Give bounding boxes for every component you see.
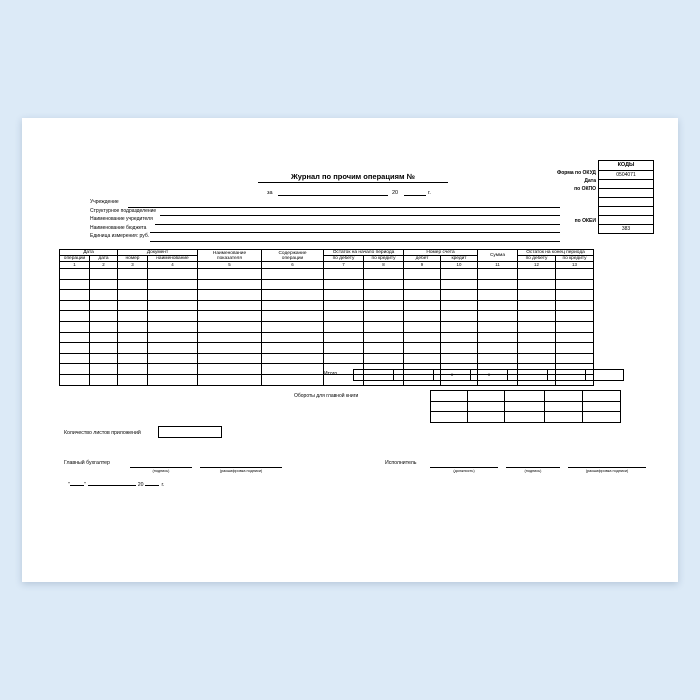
cell[interactable] — [556, 343, 594, 354]
cell[interactable] — [441, 332, 478, 343]
period-year-suffix: г. — [428, 190, 431, 196]
field-subdivision-rule[interactable] — [160, 215, 560, 216]
cell[interactable] — [148, 343, 198, 354]
cell[interactable] — [262, 279, 324, 290]
totals-itogo-label: Итого — [324, 371, 338, 377]
cell[interactable] — [556, 300, 594, 311]
chief-accountant-transcript-caption: (расшифровка подписи) — [219, 469, 263, 473]
chief-accountant-transcript-rule[interactable] — [200, 467, 282, 468]
footer-date — [68, 483, 164, 489]
cell[interactable] — [364, 290, 404, 301]
cell[interactable] — [324, 322, 364, 333]
cell[interactable] — [478, 311, 518, 322]
cell[interactable] — [198, 290, 262, 301]
cell[interactable] — [324, 300, 364, 311]
col-num-4: 4 — [148, 262, 198, 269]
header-document-group: Документ — [118, 250, 198, 256]
header-doc-number: номер — [118, 256, 148, 262]
cell[interactable] — [60, 290, 90, 301]
cell[interactable] — [118, 332, 148, 343]
cell[interactable] — [148, 279, 198, 290]
table-row[interactable] — [60, 322, 594, 333]
cell[interactable] — [198, 375, 262, 386]
date-year-input[interactable] — [145, 485, 159, 486]
cell[interactable] — [545, 412, 583, 423]
cell[interactable] — [60, 269, 90, 280]
cell[interactable] — [518, 332, 556, 343]
cell[interactable] — [468, 391, 505, 402]
totals-oborot-label: Обороты для главной книги — [294, 393, 359, 399]
cell[interactable] — [404, 322, 441, 333]
cell[interactable] — [441, 269, 478, 280]
cell[interactable] — [404, 332, 441, 343]
header-doc-name: наименование — [148, 256, 198, 262]
cell[interactable] — [583, 412, 621, 423]
executor-signature-rule[interactable] — [506, 467, 560, 468]
cell[interactable] — [262, 332, 324, 343]
cell[interactable] — [545, 401, 583, 412]
cell[interactable] — [478, 332, 518, 343]
code-okud: 0504071 — [599, 171, 653, 180]
col-num-6: 6 — [262, 262, 324, 269]
table-row[interactable] — [60, 269, 594, 280]
cell[interactable] — [478, 322, 518, 333]
header-fields — [90, 200, 560, 243]
date-suffix: г. — [161, 482, 165, 488]
field-institution — [90, 200, 560, 209]
cell[interactable] — [90, 375, 118, 386]
cell[interactable] — [118, 269, 148, 280]
cell[interactable] — [518, 311, 556, 322]
col-num-3: 3 — [118, 262, 148, 269]
itogo-start-debit[interactable] — [354, 370, 394, 381]
cell[interactable] — [60, 300, 90, 311]
oborot-table — [430, 390, 621, 423]
itogo-table — [353, 369, 624, 381]
oborot-row[interactable] — [431, 391, 621, 402]
cell[interactable] — [324, 353, 364, 364]
date-day-input[interactable] — [70, 485, 84, 486]
field-budget — [90, 226, 560, 235]
cell[interactable] — [441, 343, 478, 354]
cell[interactable] — [90, 364, 118, 375]
cell[interactable] — [118, 322, 148, 333]
cell[interactable] — [60, 364, 90, 375]
cell[interactable] — [324, 311, 364, 322]
period-rule — [278, 195, 388, 196]
cell[interactable] — [262, 353, 324, 364]
table-row[interactable] — [60, 343, 594, 354]
cell[interactable] — [556, 279, 594, 290]
field-budget-rule[interactable] — [150, 232, 560, 233]
col-num-12: 12 — [518, 262, 556, 269]
table-row[interactable] — [60, 290, 594, 301]
cell[interactable] — [478, 269, 518, 280]
chief-accountant-signature-rule[interactable] — [130, 467, 192, 468]
cell[interactable] — [90, 279, 118, 290]
title-text: Журнал по прочим операциям — [291, 172, 405, 181]
date-quote-close: " — [83, 482, 86, 488]
cell[interactable] — [118, 300, 148, 311]
cell[interactable] — [148, 375, 198, 386]
itogo-end-debit[interactable] — [548, 370, 586, 381]
cell[interactable] — [198, 269, 262, 280]
cell[interactable] — [198, 322, 262, 333]
col-num-11: 11 — [478, 262, 518, 269]
header-content-line2: операции — [281, 255, 304, 261]
cell[interactable] — [441, 290, 478, 301]
cell[interactable] — [431, 412, 468, 423]
cell[interactable] — [478, 290, 518, 301]
table-row[interactable] — [60, 332, 594, 343]
field-founder-rule[interactable] — [155, 224, 560, 225]
cell[interactable] — [441, 311, 478, 322]
cell[interactable] — [431, 401, 468, 412]
code-blank-1 — [599, 198, 653, 207]
cell[interactable] — [505, 401, 545, 412]
cell[interactable] — [90, 332, 118, 343]
cell[interactable] — [404, 343, 441, 354]
attachments-label: Количество листов приложений — [64, 430, 141, 436]
cell[interactable] — [518, 279, 556, 290]
cell[interactable] — [518, 322, 556, 333]
header-date-operation: операции — [60, 256, 90, 262]
field-subdivision — [90, 209, 560, 218]
cell[interactable] — [518, 343, 556, 354]
cell[interactable] — [90, 353, 118, 364]
date-quote-open: " — [68, 482, 70, 488]
itogo-row[interactable] — [354, 370, 624, 381]
cell[interactable] — [198, 364, 262, 375]
cell[interactable] — [324, 290, 364, 301]
cell[interactable] — [148, 311, 198, 322]
cell[interactable] — [364, 311, 404, 322]
header-end-debit: по дебету — [518, 256, 556, 262]
cell[interactable] — [60, 279, 90, 290]
cell[interactable] — [364, 300, 404, 311]
cell[interactable] — [118, 343, 148, 354]
itogo-start-credit[interactable] — [394, 370, 434, 381]
cell[interactable] — [90, 300, 118, 311]
col-num-2: 2 — [90, 262, 118, 269]
chief-accountant-signature-caption: (подпись) — [152, 469, 170, 473]
col-num-13: 13 — [556, 262, 594, 269]
oborot-row[interactable] — [431, 412, 621, 423]
attachments-input[interactable] — [158, 426, 222, 438]
itogo-acc-credit: x — [471, 370, 508, 381]
header-date-date: дата — [90, 256, 118, 262]
table-column-numbers — [60, 262, 594, 269]
header-end-balance: Остаток на конец периода — [518, 250, 594, 256]
title-number: № — [406, 172, 415, 181]
itogo-summa[interactable] — [508, 370, 548, 381]
cell[interactable] — [441, 279, 478, 290]
cell[interactable] — [90, 269, 118, 280]
cell[interactable] — [478, 279, 518, 290]
col-num-1: 1 — [60, 262, 90, 269]
cell[interactable] — [364, 332, 404, 343]
cell[interactable] — [556, 311, 594, 322]
executor-position-rule[interactable] — [430, 467, 498, 468]
cell[interactable] — [262, 343, 324, 354]
cell[interactable] — [324, 343, 364, 354]
cell[interactable] — [364, 343, 404, 354]
codes-label-okpo: по ОКПО — [574, 186, 596, 192]
header-content — [262, 250, 324, 262]
cell[interactable] — [198, 343, 262, 354]
field-subdivision-label: Структурное подразделение — [90, 207, 157, 214]
col-num-8: 8 — [364, 262, 404, 269]
cell[interactable] — [60, 343, 90, 354]
cell[interactable] — [518, 269, 556, 280]
codes-box — [598, 160, 654, 234]
cell[interactable] — [148, 353, 198, 364]
cell[interactable] — [118, 364, 148, 375]
col-num-10: 10 — [441, 262, 478, 269]
cell[interactable] — [441, 353, 478, 364]
header-account-number: Номер счета — [404, 250, 478, 256]
date-year: 20 — [137, 482, 144, 488]
codes-header: КОДЫ — [599, 161, 653, 171]
cell[interactable] — [518, 290, 556, 301]
cell[interactable] — [90, 311, 118, 322]
header-start-debit: по дебету — [324, 256, 364, 262]
executor-transcript-rule[interactable] — [568, 467, 646, 468]
cell[interactable] — [60, 353, 90, 364]
field-units-label: Единица измерения: руб. — [90, 233, 150, 239]
cell[interactable] — [118, 375, 148, 386]
cell[interactable] — [118, 353, 148, 364]
cell[interactable] — [90, 322, 118, 333]
cell[interactable] — [556, 332, 594, 343]
cell[interactable] — [262, 364, 324, 375]
header-date-group: Дата — [60, 250, 118, 256]
cell[interactable] — [324, 269, 364, 280]
col-num-5: 5 — [198, 262, 262, 269]
cell[interactable] — [60, 311, 90, 322]
header-start-credit: по кредиту — [364, 256, 404, 262]
col-num-9: 9 — [404, 262, 441, 269]
code-blank-3 — [599, 216, 653, 225]
cell[interactable] — [262, 269, 324, 280]
cell[interactable] — [60, 375, 90, 386]
cell[interactable] — [404, 353, 441, 364]
cell[interactable] — [262, 311, 324, 322]
chief-accountant-label: Главный бухгалтер — [64, 460, 110, 466]
table-row[interactable] — [60, 300, 594, 311]
field-founder-label: Наименование учредителя — [90, 216, 153, 222]
cell[interactable] — [198, 311, 262, 322]
cell[interactable] — [198, 353, 262, 364]
header-start-balance: Остаток на начало периода — [324, 250, 404, 256]
cell[interactable] — [118, 311, 148, 322]
cell[interactable] — [148, 300, 198, 311]
code-date — [599, 180, 653, 189]
cell[interactable] — [518, 353, 556, 364]
code-blank-2 — [599, 207, 653, 216]
cell[interactable] — [364, 279, 404, 290]
document-page — [22, 118, 678, 582]
cell[interactable] — [60, 332, 90, 343]
field-units — [90, 234, 560, 243]
date-month-input[interactable] — [88, 485, 136, 486]
cell[interactable] — [404, 269, 441, 280]
cell[interactable] — [468, 401, 505, 412]
cell[interactable] — [364, 353, 404, 364]
cell[interactable] — [148, 322, 198, 333]
cell[interactable] — [556, 353, 594, 364]
header-indicator-line2: показателя — [217, 255, 242, 261]
header-acc-debit: дебет — [404, 256, 441, 262]
journal-table — [59, 249, 594, 386]
cell[interactable] — [60, 322, 90, 333]
cell[interactable] — [90, 290, 118, 301]
cell[interactable] — [518, 300, 556, 311]
cell[interactable] — [118, 279, 148, 290]
table-row[interactable] — [60, 311, 594, 322]
cell[interactable] — [324, 279, 364, 290]
col-num-7: 7 — [324, 262, 364, 269]
cell[interactable] — [583, 401, 621, 412]
period-year: 20 — [392, 190, 399, 196]
itogo-acc-debit: x — [434, 370, 471, 381]
header-indicator-line1: Наименование — [212, 250, 247, 256]
itogo-end-credit[interactable] — [586, 370, 624, 381]
executor-transcript-caption: (расшифровка подписи) — [585, 469, 629, 473]
executor-label: Исполнитель — [385, 460, 417, 466]
cell[interactable] — [545, 391, 583, 402]
executor-position-caption: (должность) — [453, 469, 475, 473]
table-row[interactable] — [60, 279, 594, 290]
cell[interactable] — [262, 322, 324, 333]
cell[interactable] — [262, 290, 324, 301]
cell[interactable] — [148, 364, 198, 375]
period-label: за — [267, 190, 273, 196]
code-okpo — [599, 189, 653, 198]
cell[interactable] — [556, 290, 594, 301]
table-row[interactable] — [60, 353, 594, 364]
header-acc-credit: кредит — [441, 256, 478, 262]
page-title — [258, 173, 448, 182]
cell[interactable] — [198, 300, 262, 311]
cell[interactable] — [478, 343, 518, 354]
cell[interactable] — [198, 332, 262, 343]
field-institution-rule[interactable] — [128, 207, 560, 208]
period-year-rule — [404, 195, 426, 196]
journal-table-body — [60, 269, 594, 386]
field-founder — [90, 217, 560, 226]
cell[interactable] — [148, 269, 198, 280]
header-end-credit: по кредиту — [556, 256, 594, 262]
cell[interactable] — [90, 343, 118, 354]
executor-signature-caption: (подпись) — [524, 469, 542, 473]
field-institution-label: Учреждение — [90, 199, 119, 205]
document-sheet — [22, 118, 678, 582]
cell[interactable] — [478, 353, 518, 364]
codes-label-date: Дата — [584, 178, 596, 184]
cell[interactable] — [262, 375, 324, 386]
cell[interactable] — [262, 300, 324, 311]
header-summa: Сумма — [478, 250, 518, 262]
cell[interactable] — [468, 412, 505, 423]
field-budget-label: Наименование бюджета — [90, 224, 147, 231]
header-indicator-name — [198, 250, 262, 262]
cell[interactable] — [404, 290, 441, 301]
cell[interactable] — [118, 290, 148, 301]
cell[interactable] — [324, 332, 364, 343]
header-content-line1: Содержание — [278, 250, 307, 256]
cell[interactable] — [556, 269, 594, 280]
cell[interactable] — [404, 311, 441, 322]
cell[interactable] — [478, 300, 518, 311]
codes-label-okud: Форма по ОКУД — [556, 170, 596, 176]
field-units-rule — [150, 241, 560, 242]
cell[interactable] — [404, 279, 441, 290]
cell[interactable] — [404, 300, 441, 311]
cell[interactable] — [441, 322, 478, 333]
title-underline — [258, 182, 448, 183]
cell[interactable] — [364, 322, 404, 333]
cell[interactable] — [505, 412, 545, 423]
cell[interactable] — [198, 279, 262, 290]
code-okei: 383 — [621, 226, 631, 232]
oborot-row[interactable] — [431, 401, 621, 412]
cell[interactable] — [148, 332, 198, 343]
cell[interactable] — [431, 391, 468, 402]
codes-label-okei: по ОКЕИ — [574, 218, 596, 224]
cell[interactable] — [148, 290, 198, 301]
cell[interactable] — [505, 391, 545, 402]
cell[interactable] — [364, 269, 404, 280]
cell[interactable] — [556, 322, 594, 333]
cell[interactable] — [583, 391, 621, 402]
cell[interactable] — [441, 300, 478, 311]
